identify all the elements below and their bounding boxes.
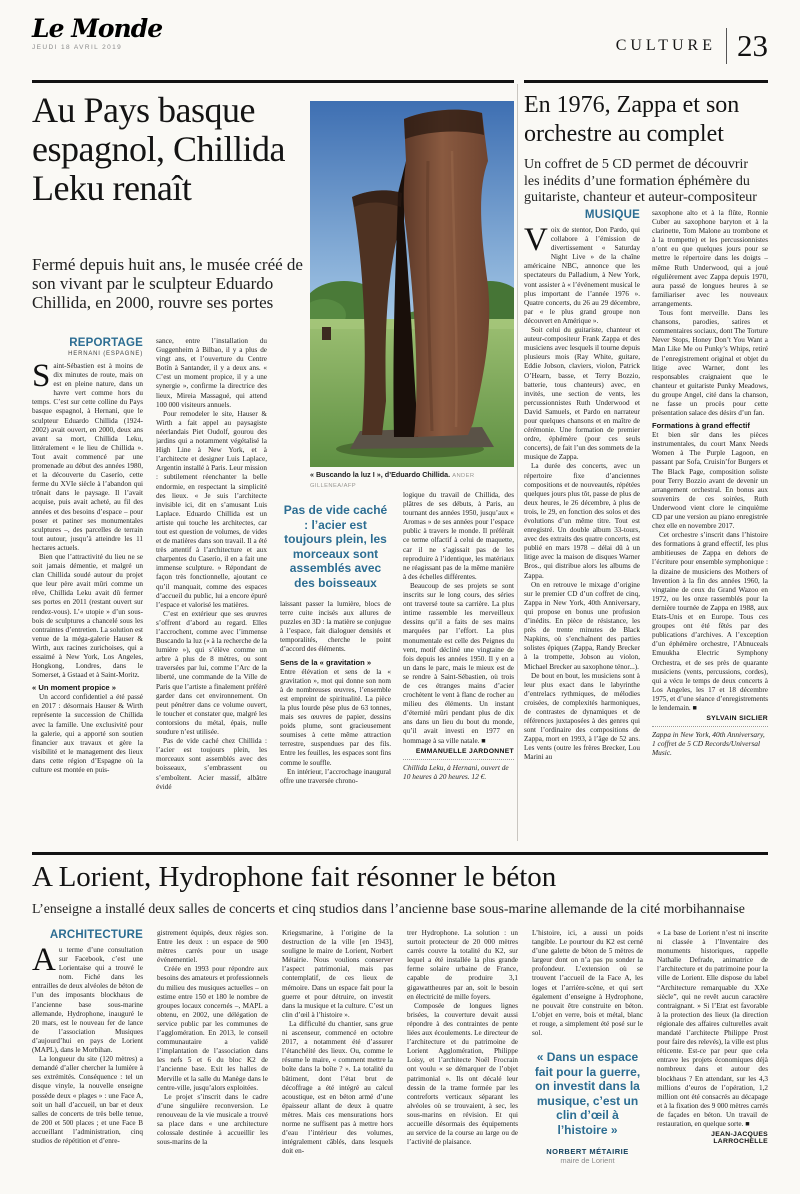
section-kicker: REPORTAGE (69, 337, 143, 349)
section-divider-rule (726, 28, 727, 64)
body-paragraph: laissant passer la lumière, blocs de terre cuite incisés aux allures de puzzles en 3D : la matière se conjugue à l’espace, fait dialoguer densités et temporalités, cherche le point d’accord des éléments. (280, 600, 391, 654)
article3-column-4 (407, 929, 518, 1193)
body-paragraph: gistrement équipés, deux régies son. Entre les deux : un espace de 900 mètres carrés pour un usage événementiel. (157, 929, 268, 965)
sculpture-photo-illustration (310, 101, 514, 467)
page-header (32, 16, 768, 74)
body-paragraph: Un accord confidentiel a été passé en 2017 : désormais Hauser & Wirth représente la succession de Chillida avec la famille. Une exclusivité pour la galerie, qui a apporté son soutien financier aux travaux et gère la visibilité et le management des lieux dans cette région d’Espagne où la culture est montée en puis- (32, 693, 143, 775)
article-zappa (524, 80, 768, 848)
byline: JEAN-JACQUES LARROCHELLE (711, 1131, 768, 1146)
body-paragraph: La difficulté du chantier, sans grue ni ascenseur, commencé en octobre 2017, a notamment été d’assurer l’étanchéité des lieux. Ou, comme le résume le maire, « comment mettre la boîte dans la boîte ? ». La totalité du bâtiment, dont l’état brut de décoffrage a été intégré au calcul acoustique, est en béton armé d’une épaisseur allant de deux à quatre mètres. Mais ces mensurations hors norme ne suffisent pas à mettre hors d’eau l’intérieur des volumes, intégralement câblés, dans lesquels doit en- (282, 1019, 393, 1156)
headline-chillida: Au Pays basque espagnol, Chillida Leku renaît (32, 90, 285, 208)
body-paragraph: sance, entre l’installation du Guggenheim à Bilbao, il y a plus de vingt ans, et l’ouverture du Centre Botín à Santander, il y a deux ans. « C’est un moment propice, il y a une synergie », confirme la directrice des lieux, Mireia Massagué, qui attend 100 000 visiteurs annuels. (156, 337, 267, 409)
masthead-logo: Le Monde (32, 14, 163, 43)
article-hydrophone (32, 852, 768, 1194)
section-kicker: ARCHITECTURE (49, 929, 143, 941)
inline-subhead: Formations à grand effectif (652, 421, 750, 431)
page-number: 23 (737, 28, 768, 63)
photo-credit: ANDER GILLENEA/AFP (310, 473, 475, 489)
article3-column-3 (282, 929, 393, 1193)
body-paragraph: Le projet s’inscrit dans le cadre d’une singulière reconversion. Le renouveau de la vie musicale a trouvé sa place dans « une architecture colossale destinée à accueillir les sous-marins de la (157, 1092, 268, 1147)
inline-subhead: « Un moment propice » (32, 683, 116, 693)
body-paragraph: Soit celui du guitariste, chanteur et auteur-compositeur Frank Zappa et des musiciens avec lesquels il tourne depuis plusieurs mois (Ray White, guitare, Eddie Jobson, claviers, violon, Patrick O’Hearn, basse, et Terry Bozzio, batterie, tous chanteurs) avec, en invités, une section de vents, les percussionnistes Ruth Underwood et David Samuels, et Pardo en narrateur pour quelques chansons et en maître de cérémonie. Une formation de premier ordre, éphémère (pour ces seuls concerts), de fait l’un des sommets de la musique de Zappa. (524, 326, 640, 462)
quote-author: NORBERT MÉTAIRIE (546, 1147, 629, 1157)
photo-caption-text: « Buscando la luz I », d’Eduardo Chillida. (310, 470, 453, 479)
article2-column-1 (524, 209, 640, 843)
drop-cap: A (32, 942, 56, 978)
subhead-zappa: Un coffret de 5 CD permet de découvrir les inédits d’une formation éphémère du guitariste, chanteur et auteur-compositeur (524, 157, 757, 205)
article-photo-sculpture (310, 101, 514, 467)
drop-cap: V (524, 222, 548, 258)
article-endnote: Chillida Leku, à Hernani, ouvert de 10 heures à 20 heures. 12 €. (403, 759, 514, 781)
subhead-hydrophone: L’enseigne a installé deux salles de concerts et cinq studios dans l’ancienne base sous-marine allemande de la cité morbihannaise (32, 901, 745, 916)
article1-column-2 (156, 337, 267, 844)
body-paragraph: Créée en 1993 pour répondre aux besoins des amateurs et professionnels du milieu des musiques actuelles – on estime entre 150 et 180 le nombre de groupes locaux concernés –, MAPL a obtenu, en 2002, une délégation de service public par les communes de l’agglomération. En 2013, le conseil communautaire a validé l’implantation de l’association dans les nefs 5 et 6 du bloc K2 de l’ancienne base. Exit les halles de Merville et la salle du Manège dans le centre-ville, jusqu’alors exploitées. (157, 965, 268, 1092)
headline-hydrophone: A Lorient, Hydrophone fait résonner le béton (32, 861, 557, 893)
body-paragraph: saxophone alto et à la flûte, Ronnie Cuber au saxophone baryton et à la clarinette, Tom Malone au trombone et à la trompette) et les percussionnistes n’ont eu que quelques jours pour se mettre le répertoire dans les doigts – même Ruth Underwood, qui a joué régulièrement avec Zappa depuis 1970, aura passé de longues heures à se familiariser avec les nouveaux arrangements. (652, 209, 768, 308)
body-paragraph: En intérieur, l’accrochage inaugural offre une traversée chrono- (280, 767, 391, 785)
article1-column-3 (280, 491, 391, 844)
body-paragraph: La longueur du site (120 mètres) a demandé d’aller chercher la lumière à ses extrémités. Conséquence : tel un disque vinyle, la nouvelle enseigne possède deux « plages » : une Face A, soit un hall d’accueil, un bar et deux salles de concerts de très belle tenue, de 200 et 500 places ; et une Face B accueillant l’administration, cinq studios de répétition et d’enre- (32, 1055, 143, 1145)
body-paragraph: Beaucoup de ses projets se sont inscrits sur le long cours, des séries ont traversé toute sa carrière. La plus intime rassemble les merveilleux dessins qu’il a faits de ses mains marquées par l’effort. La plus monumentale est celle des Peignes du vent, motif décliné une vingtaine de fois depuis les années 1950. Il y en a un dans le parc, mais le mieux est de se rendre à Saint-Sébastien, où trois de ces étranges mains d’acier crochètent le vent à flanc de rocher au milieu des éléments. Un instant d’éternité mûri pendant plus de dix ans dans un lieu du bout du monde, qu’il avait investi en 1977 en hommage à sa ville natale. ■ (403, 581, 514, 745)
dateline: HERNANI (ESPAGNE) (68, 351, 143, 357)
kicker-block (32, 337, 143, 357)
article3-column-2 (157, 929, 268, 1193)
quote-author-role: maire de Lorient (560, 1156, 615, 1166)
byline: SYLVAIN SICLIER (706, 715, 768, 723)
body-paragraph: De bout en bout, les musiciens sont à leur plus exact dans le labyrinthe d’entrelacs rythmiques, de mélodies croisées, de complexités harmoniques, de contrastes de dynamiques et de références juxtaposées à des genres qui sont l’ordinaire des compositions de Zappa, mort en 1993, à l’âge de 52 ans. Les vents (outre les frères Brecker, Lou Marini au (524, 671, 640, 762)
body-paragraph: Et bien sûr dans les pièces instrumentales, du court Manx Needs Women à The Purple Lagoon, en passant par Sofa, Cruisin’for Burgers et The Black Page, composition soliste pour Terry Bozzio avant de devenir un arrangement orchestral. En bonus aux souvenirs de ces soirées, Ruth Underwood vient clore le cinquième CD par une version au piano enregistrée chez elle en novembre 2017. (652, 431, 768, 531)
article3-column-5 (532, 929, 643, 1193)
body-paragraph: Saint-Sébastien est à moins de dix minutes de route, mais on est en pleine nature, dans un havre vert comme hors du temps. C’est sur cette colline du Pays basque espagnol, à Hernani, que le sculpteur Eduardo Chillida (1924-2002) avait ouvert, en 2000, deux ans avant sa mort, Chillida Leku, littéralement « le lieu de Chillida ». Tout avait commencé par une promenade au début des années 1980, et la découverte du Caserío, cette ferme du XVIe siècle à l’abandon qui trônait dans le paysage. Il l’avait acquise, puis avait acheté, au fil des années et des besoins d’espace – pour poser et patiner ses monumentales sculptures –, des parcelles de terrain tout autour, jusqu’à atteindre les 11 hectares actuels. (32, 358, 143, 552)
byline: EMMANUELLE JARDONNET (415, 747, 514, 755)
body-paragraph: La durée des concerts, avec un répertoire fixe d’anciennes compositions et de nouveautés, répétées quelques jours plus tôt, passe de plus de deux heures, le 26 décembre, à plus de trois, le 29, en fonction des solos et des évolutions d’un même titre. Tout est enregistré. Un double album 33-tours, avec des extraits des quatre concerts, est publié en mars 1978 – délai dû à un litige avec la maison de disques Warner Bros., qui distribue alors les albums de Zappa. (524, 462, 640, 580)
body-paragraph: Entre élévation et sens de la « gravitation », mot qui donne son nom à de nombreuses œuvres, l’ensemble est empreint de spiritualité. La pièce la plus lourde pèse plus de 63 tonnes, mais ses œuvres de papier, dessins poids plume, sont gracieusement soumises à cette même attraction terrestre, suspendues par des fils. Entre les feuilles, les espaces sont fins comme le souffle. (280, 667, 391, 767)
drop-cap: S (32, 358, 51, 394)
body-paragraph: C’est en extérieur que ses œuvres s’offrent d’abord au regard. Elles l’accrochent, comme avec l’immense Buscando la luz (« à la recherche de la lumière »), qui s’élève comme un arbre à plus de 8 mètres, ou sont traversées par lui, comme l’Arc de la liberté, une commande de la Ville de Paris que l’artiste a finalement préféré garder dans cet environnement. On peut pénétrer dans ce volume ouvert, le toucher et constater que, malgré les contorsions du métal, épais, nulle soudure n’est utilisée. (156, 609, 267, 737)
article2-column-2 (652, 209, 768, 843)
section-label: CULTURE (615, 37, 716, 54)
photo-caption (310, 471, 514, 490)
distant-sculpture (322, 327, 331, 340)
body-paragraph: Pour remodeler le site, Hauser & Wirth a fait appel au paysagiste néerlandais Piet Oudolf, gourou des jardins qui a notamment végétalisé la High Line à New York, et à l’architecte et designer Luis Laplace, Argentin installé à Paris. Leur mission : subtilement réenchanter la belle endormie, en respectant la simplicité des lieux. « Je suis l’architecte invisible ici, dit en s’amusant Luis Laplace. Eduardo Chillida est un artiste qui touche les architectes, car tout est question de volumes, de vides et de matières dans son travail. Il a été très attentif à l’architecture et aux charpentes du Caserío, il en a fait une immense sculpture. » Répondant de façon très fonctionnelle, ajoutant ce qu’il manquait, comme des espaces d’accueil du public, lui a encore épuré l’espace et valorisé les matières. (156, 409, 267, 609)
kicker-block (524, 209, 640, 221)
body-paragraph: L’histoire, ici, a aussi un poids tangible. Le pourtour du K2 est cerné d’une galette de béton de 5 mètres de largeur dont on n’a pas pu sonder la profondeur. L’extension où se trouvent l’accueil de la Face A, les loges et l’arrière-scène, et qui sert également d’enseigne à Hydrophone, ne pouvait être construite en béton. L’objet en verre, bois et métal, blanc et rouge, a simplement été posé sur le sol. (532, 929, 643, 1038)
subhead-chillida: Fermé depuis huit ans, le musée créé de son vivant par le sculpteur Eduardo Chillida, en 2000, rouvre ses portes (32, 255, 303, 312)
section-kicker: MUSIQUE (584, 209, 640, 221)
article1-column-1 (32, 337, 143, 844)
article1-column-4 (403, 491, 514, 844)
article3-column-6 (657, 929, 768, 1193)
section-block (616, 28, 768, 64)
body-paragraph: logique du travail de Chillida, des plâtres de ses débuts, à Paris, au tournant des années 1950, jusqu’aux « Aromas » de ses années pour l’espace public à travers le monde. Il préférait ce terme olfactif à celui de maquette, car il ne s’agissait pas de les reproduire à l’identique, les matériaux ne réagissant pas de la même manière à des échelles différentes. (403, 491, 514, 581)
body-paragraph: Cet orchestre s’inscrit dans l’histoire des formations à grand effectif, les plus ambitieuses de Zappa en dehors de l’écriture pour ensemble symphonique : la dizaine de musiciens des Mothers of Invention à la fin des années 1960, la vingtaine de ceux du Grand Wazoo en 1972, ou les onze rassemblés pour la dernière tournée de Zappa en 1988, aux Etats-Unis et en Europe. Tous ces groupes ont été fêtés par des publications d’archives. A l’exception d’un éphémère orchestre, l’Abnuceals Emuukha Electric Symphony Orchestra, et de ses près de quarante musiciens (vents, percussions, cordes), qui a vécu le temps de deux concerts à Los Angeles, les 17 et 18 décembre 1975, et d’une séance d’enregistrements le lendemain. ■ (652, 531, 768, 712)
kicker-block (32, 929, 143, 941)
pull-quote: Pas de vide caché : l’acier est toujours plein, les morceaux sont assemblés avec des boisseaux (283, 503, 388, 590)
body-paragraph: On en retrouve le mixage d’origine sur le premier CD d’un coffret de cinq, Zappa in New York, 40th Anniversary, qui propose en bonus une profusion d’inédits. En pièce de résistance, les près de trente minutes de Black Napkins, où s’enchaînent des parties solistes épiques (Zappa, Randy Brecker à la trompette, Jobson au violon, Michael Brecker au saxophone ténor...). (524, 580, 640, 671)
article-divider-rule (517, 84, 518, 841)
edition-date: JEUDI 18 AVRIL 2019 (32, 44, 123, 51)
article3-column-1 (32, 929, 143, 1193)
body-paragraph: trer Hydrophone. La solution : un surtoit protecteur de 20 000 mètres carrés couvre la totalité du K2, sur lequel a été installée la plus grande ferme solaire urbaine de France, capable de produire 3,1 gigawattheures par an, soit le besoin en électricité de mille foyers. (407, 929, 518, 1001)
body-paragraph: Composée de longues lignes brisées, la couverture devait aussi répondre à des contraintes de pente liées aux écoulements. Le directeur de l’architecture et du patrimoine de Lorient Agglomération, Philippe Loisy, et l’architecte Noël Frocrain ont voulu « se démarquer de l’objet patrimonial ». Ils ont décalé leur dessin de la trame formée par les contreforts verticaux séparant les alvéoles où se trouvaient, à sec, les sous-marins en révision. Et qui accueille désormais des équipements au service de la course au large ou de l’activité de plaisance. (407, 1001, 518, 1147)
body-paragraph: Pas de vide caché chez Chillida : l’acier est toujours plein, les morceaux sont assemblés avec des boisseaux, s’embrassent ou s’emboîtent. Acier massif, albâtre évidé (156, 737, 267, 791)
pull-quote: « Dans un espace fait pour la guerre, on investit dans la musique, c’est un clin d’œil à l’histoire » (534, 1050, 641, 1137)
body-paragraph: Voix de stentor, Don Pardo, qui collabore à l’émission de divertissement « Saturday Night Live » de la chaîne américaine NBC, annonce que les spectateurs du Palladium, à New York, vont assister à « l’événement musical le plus important de l’année 1976 ». Quatre concerts, du 26 au 29 décembre, par « le plus grand groupe non découvert en Amérique ». (524, 222, 640, 325)
article-endnote: Zappa in New York, 40th Anniversary, 1 coffret de 5 CD Records/Universal Music. (652, 726, 768, 757)
body-paragraph: Tous font merveille. Dans les chansons, parodies, satires et commentaires sociaux, dont The Torture Never Stops, Honey Don’t You Want a Man Like Me ou Punky’s Whips, retiré de l’enregistrement original et objet du litige avec Warner, dont les responsables craignaient que le chanteur et guitariste Punky Meadows, du groupe Angel, cité dans la chanson, ne fasse un procès pour cette présentation salace des désirs d’un fan. (652, 309, 768, 418)
article-chillida (32, 80, 514, 848)
body-paragraph: Au terme d’une consultation sur Facebook, c’est une Lorientaise qui a trouvé le nom. Fiché dans les entrailles de deux alvéoles de béton de l’un des imposants blockhaus de l’ancienne base sous-marine allemande, Hydrophone, inauguré le 20 mars, est le nouveau fer de lance de l’association Musiques d’aujourd’hui en pays de Lorient (MAPL), dans le Morbihan. (32, 942, 143, 1055)
body-paragraph: Kriegsmarine, à l’origine de la destruction de la ville [en 1943], souligne le maire de Lorient, Norbert Métairie. Nous voulions conserver l’aspect patrimonial, mais pas contemplatif, de ces lieux de mémoire. Dans un espace fait pour la guerre et pour détruire, on investit dans la musique et la culture. C’est un clin d’œil à l’histoire ». (282, 929, 393, 1019)
headline-zappa: En 1976, Zappa et son orchestre au complet (524, 92, 740, 147)
body-paragraph: « La base de Lorient n’est ni inscrite ni classée à l’Inventaire des monuments historiques, rappelle Nathalie Defrade, animatrice de l’architecture et du patrimoine pour la ville de Lorient. Elle dispose du label “Architecture remarquable du XXe siècle”, qui ne revêt aucun caractère contraignant. » Si l’Etat est favorable à la protection des lieux (la direction régionale des affaires culturelles avait mandaté l’architecte Philippe Prost pour faire des relevés), la ville est plus réticente. Est-ce par peur que cela entrave les projets économiques déjà nombreux dans et autour des blockhaus ? En attendant, sur les 4,3 millions d’euros de l’opération, 1,2 million ont été consacrés au décapage et à la fixation des 9 000 mètres carrés de façades en béton. Un travail de restauration, en quelque sorte. ■ (657, 929, 768, 1128)
body-paragraph: Bien que l’attractivité du lieu ne se soit jamais démentie, et malgré un clan Chillida soudé autour du projet que leur père avait mûri comme un rêve, Chillida Leku avait dû fermer ses portes en 2011 (restant ouvert sur rendez-vous). L’« utopie » d’un sous-bois de sculptures a chancelé sous les contraintes d’entretien. La solution est venue de la méga-galerie Hauser & Wirth, aux racines zurichoises, qui a essaimé à New York, Los Angeles, Hongkong, Londres, dans le Somerset, à Gstaad et à Saint-Moritz. (32, 552, 143, 680)
inline-subhead: Sens de la « gravitation » (280, 657, 372, 667)
